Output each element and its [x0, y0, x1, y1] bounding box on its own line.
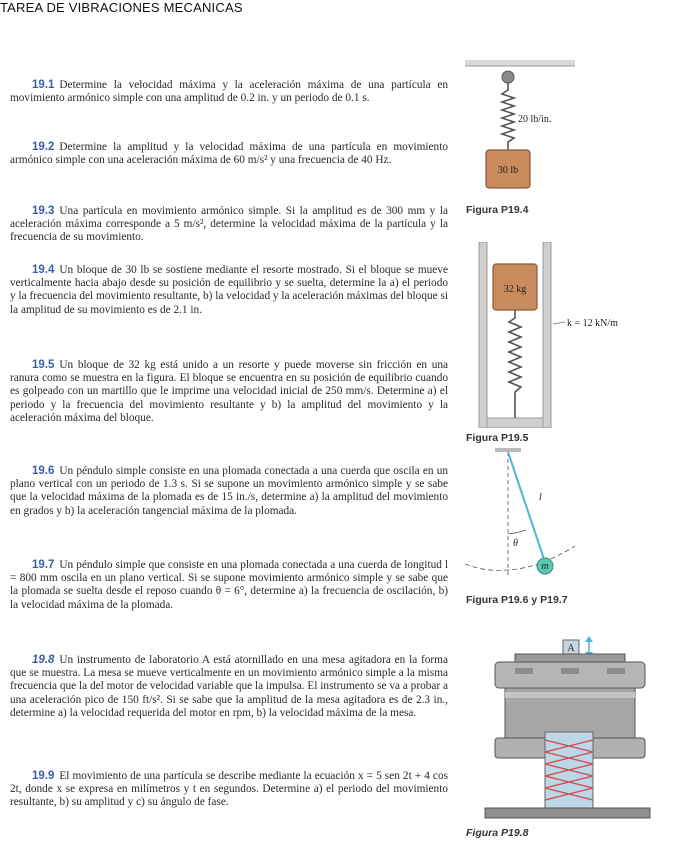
figure-caption: Figura P19.4 [466, 204, 529, 216]
slot-base [487, 418, 543, 428]
problem-19-9 [10, 770, 448, 810]
problem-19-6 [10, 465, 448, 518]
angle-arc [508, 530, 526, 534]
leader-line [553, 322, 565, 324]
figure-caption: Figura P19.5 [466, 432, 529, 444]
swing-path [465, 546, 575, 570]
problem-text: Un instrumento de laboratorio A está atornillado en una mesa agitadora en la forma que se muestra. La mesa se mueve verticalmente en un movimiento armónico simple a la misma frecuencia que la del motor de velocidad variable que la impulsa. El instrumento se va a probar a una aceleración pico de 150 ft/s². Si se sabe que la amplitud de la mesa agitadora es de 2.3 in., determine a) la velocidad requerida del motor en rpm, b) la velocidad máxima de la mesa. [10, 654, 448, 719]
floor [485, 808, 650, 818]
problem-number: 19.9 [32, 770, 55, 782]
spring-label: 20 lb/in. [518, 114, 552, 125]
problem-19-5 [10, 359, 448, 425]
problem-number: 19.1 [32, 79, 55, 91]
figure-p19-8 [475, 632, 655, 822]
spring-icon [509, 310, 521, 418]
problem-number: 19.7 [32, 559, 55, 571]
problem-text: Determine la amplitud y la velocidad máxima de una partícula en movimiento armónico simple con una aceleración máxima de 60 m/s² y una frecuencia de 40 Hz. [10, 141, 448, 167]
pivot-support [495, 448, 521, 452]
problem-number: 19.5 [32, 359, 55, 371]
problem-text: Un péndulo simple consiste en una plomada conectada a una cuerda que oscila en un plano vertical con un periodo de 1.3 s. Si se supone un movimiento armónico simple y se sabe que la velocidad máxima de la plomada es de 15 in./s, determine a) la amplitud del movimiento en grados y b) la aceleración tangencial máxima de la plomada. [10, 465, 448, 517]
problem-text: El movimiento de una partícula se describe mediante la ecuación x = 5 sen 2t + 4 cos 2t, donde x se expresa en milímetros y t en segundos. Determine a) el periodo del movimiento resultante, b) su amplitud y c) su ángulo de fase. [10, 770, 448, 809]
figure-caption: Figura P19.6 y P19.7 [466, 594, 568, 606]
problem-19-8 [10, 654, 448, 720]
problem-19-3 [10, 205, 448, 245]
slot-wall-left [479, 242, 487, 428]
block-label: 32 kg [503, 284, 527, 295]
figure-p19-6 [465, 448, 595, 588]
bob-label: m [541, 561, 549, 572]
angle-label: θ [513, 538, 518, 549]
slot-wall-right [543, 242, 551, 428]
spring-label: k = 12 kN/m [567, 318, 618, 329]
problem-number: 19.6 [32, 465, 55, 477]
problem-19-7 [10, 559, 448, 612]
spring-icon [502, 83, 514, 150]
ceiling [465, 60, 575, 66]
problem-19-4 [10, 264, 448, 317]
figure-p19-5 [465, 242, 665, 428]
problem-text: Un bloque de 30 lb se sostiene mediante el resorte mostrado. Si el bloque se mueve verticalmente hacia abajo desde su posición de equilibrio y se suelta, determine la a) el periodo y la frecuencia del movimiento resultante, b) la velocidad y la aceleración máximas del bloque si la amplitud de su movimiento es de 2.1 in. [10, 264, 448, 316]
problem-number: 19.3 [32, 205, 55, 217]
figure-p19-4 [465, 60, 575, 200]
problem-text: Una partícula en movimiento armónico simple. Si la amplitud es de 300 mm y la aceleración máxima corresponde a 5 m/s², determine la velocidad máxima de la partícula y la frecuencia de su movimiento. [10, 205, 448, 244]
instrument-label: A [567, 643, 575, 654]
block-label: 30 lb [497, 165, 519, 176]
problem-number: 19.4 [32, 264, 55, 276]
spring-mount-icon [502, 71, 514, 83]
problem-19-2 [10, 141, 448, 167]
problem-text: Un péndulo simple que consiste en una plomada conectada a una cuerda de longitud l = 800 mm oscila en un plano vertical. Si se supone movimiento armónico simple y se sabe que la plomada se suelta desde el reposo cuando θ = 6°, determine a) la frecuencia de oscilación, b) la velocidad máxima de la plomada. [10, 559, 448, 611]
page-title: TAREA DE VIBRACIONES MECANICAS [0, 0, 243, 15]
problem-text: Determine la velocidad máxima y la aceleración máxima de una partícula en movimiento armónico simple con una amplitud de 0.2 in. y un periodo de 0.1 s. [10, 79, 448, 105]
problem-19-1 [10, 79, 448, 105]
problem-number: 19.8 [32, 654, 55, 666]
problem-number: 19.2 [32, 141, 55, 153]
problem-text: Un bloque de 32 kg está unido a un resorte y puede moverse sin fricción en una ranura como se muestra en la figura. El bloque se encuentra en su posición de equilibrio cuando es golpeado con un martillo que le imprime una velocidad inicial de 250 mm/s. Determine a) el periodo y la frecuencia del movimiento resultante y b) la amplitud del movimiento y la aceleración máxima del bloque. [10, 359, 448, 424]
figure-caption: Figura P19.8 [466, 827, 529, 839]
shaker-top-plate [515, 654, 625, 662]
shaker-table [495, 662, 645, 688]
length-label: l [539, 492, 542, 503]
